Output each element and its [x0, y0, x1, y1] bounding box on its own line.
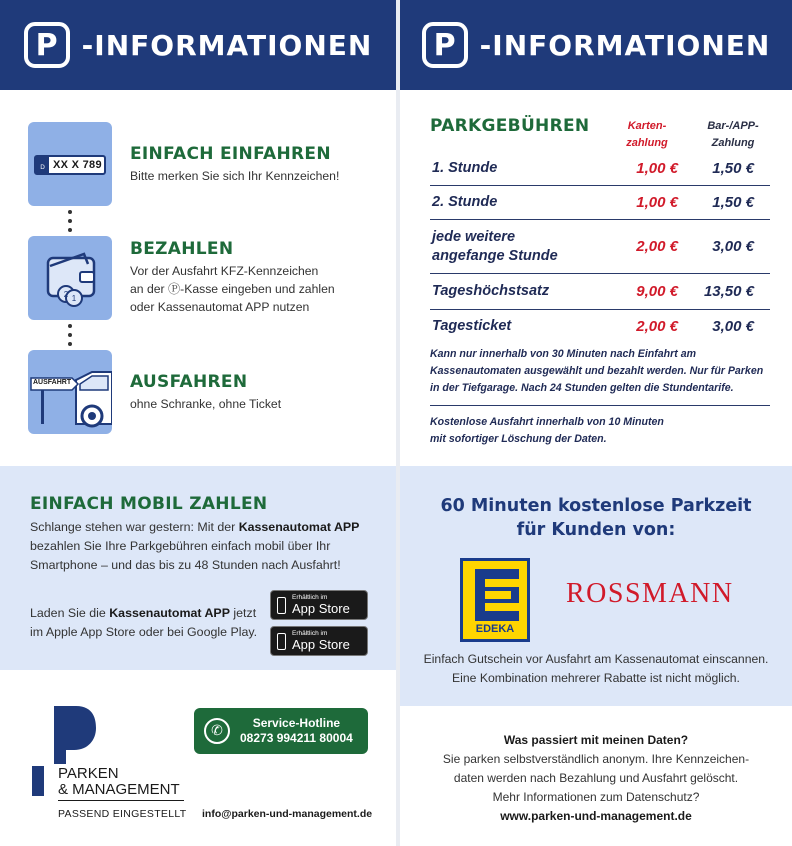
- privacy-section: [400, 730, 792, 826]
- free-parking-section: [400, 466, 792, 706]
- step-title-enter: EINFACH EINFAHREN: [130, 144, 331, 164]
- header-left: [0, 0, 396, 90]
- fees-title: PARKGEBÜHREN: [430, 116, 590, 136]
- edeka-logo: EDEKA: [460, 558, 530, 642]
- privacy-text: Sie parken selbstverständlich anonym. Ihre Kennzeichen- daten werden nach Bezahlung und Ausfahrt gelöscht. Mehr Informationen zum Datenschutz?: [442, 752, 750, 804]
- free-parking-text: Einfach Gutschein vor Ausfahrt am Kassenautomat einscannen. Eine Kombination mehrerer Rabatte ist nicht möglich.: [423, 652, 769, 685]
- parking-p-icon: P: [24, 22, 70, 68]
- brand-tagline: PASSEND EINGESTELLT: [58, 808, 187, 820]
- parking-p-icon: P: [422, 22, 468, 68]
- brand-name: PARKEN & MANAGEMENT: [58, 765, 180, 798]
- table-row: jede weitere angefange Stunde 2,00 € 3,00 €: [430, 220, 770, 274]
- phone-icon: [277, 633, 286, 650]
- fees-note-free-exit: Kostenlose Ausfahrt innerhalb von 10 Minuten mit sofortiger Löschung der Daten.: [430, 416, 664, 445]
- car-exit-icon: [28, 350, 112, 434]
- svg-text:2: 2: [63, 290, 69, 299]
- plate-number: XX X 789: [53, 159, 102, 171]
- mobile-pay-section: [0, 466, 396, 670]
- step-title-pay: BEZAHLEN: [130, 239, 234, 259]
- svg-text:1: 1: [71, 294, 77, 303]
- phone-icon: ✆: [204, 718, 230, 744]
- service-hotline-button[interactable]: ✆ Service-Hotline 08273 994211 80004: [194, 708, 368, 754]
- step-title-exit: AUSFAHREN: [130, 372, 248, 392]
- license-plate-icon: [28, 122, 112, 206]
- step-desc-enter: Bitte merken Sie sich Ihr Kennzeichen!: [130, 169, 340, 183]
- app-store-button[interactable]: Erhältlich im App Store: [270, 590, 368, 620]
- privacy-question: Was passiert mit meinen Daten?: [503, 733, 689, 747]
- exit-sign-label: AUSFAHRT: [33, 379, 72, 386]
- wallet-icon: [28, 236, 112, 320]
- table-row: Tageshöchstsatz 9,00 € 13,50 €: [430, 274, 770, 310]
- table-row: 1. Stunde 1,00 € 1,50 €: [430, 152, 770, 186]
- header-title: -INFORMATIONEN: [479, 28, 771, 62]
- table-row: Tagesticket 2,00 € 3,00 €: [432, 317, 754, 335]
- step-desc-exit: ohne Schranke, ohne Ticket: [130, 397, 282, 411]
- header-title: -INFORMATIONEN: [81, 28, 373, 62]
- right-panel: [400, 0, 792, 846]
- plate-country: D: [36, 157, 49, 173]
- mobile-cta: Laden Sie die Kassenautomat APP jetzt im Apple App Store oder bei Google Play.: [30, 606, 258, 639]
- connector-dots: [68, 210, 72, 237]
- header-right: [400, 0, 792, 90]
- col-header-app: Bar-/APP- Zahlung: [707, 120, 759, 149]
- step-pay: [28, 236, 335, 320]
- email-link[interactable]: info@parken-und-management.de: [202, 808, 373, 820]
- mobile-text: Schlange stehen war gestern: Mit der Kassenautomat APP bezahlen Sie Ihre Parkgebühren einfach mobil über Ihr Smartphone – und das bis zu 48 Stunden nach Ausfahrt!: [30, 520, 360, 572]
- mobile-title: EINFACH MOBIL ZAHLEN: [30, 494, 268, 514]
- connector-dots: [68, 324, 72, 351]
- fees-note: Kann nur innerhalb von 30 Minuten nach Einfahrt am Kassenautomaten ausgewählt und bezahlt werden. Nur für Parken in der Tiefgarage. Nach 24 Stunden gelten die Stundentarife.: [430, 346, 770, 406]
- free-parking-title: 60 Minuten kostenlose Parkzeit für Kunden von:: [440, 496, 752, 540]
- website-link[interactable]: www.parken-und-management.de: [500, 809, 692, 823]
- app-store-button-2[interactable]: Erhältlich im App Store: [270, 626, 368, 656]
- col-header-card: Karten- zahlung: [626, 120, 668, 149]
- fees-table: [430, 112, 770, 448]
- table-row: 2. Stunde 1,00 € 1,50 €: [430, 186, 770, 220]
- step-enter: [28, 122, 339, 206]
- step-exit: [28, 350, 281, 434]
- step-desc-pay: Vor der Ausfahrt KFZ-Kennzeichen an der Ⓟ-Kasse eingeben und zahlen oder Kassenautomat APP nutzen: [130, 264, 335, 314]
- brand-divider: [58, 800, 184, 801]
- rossmann-logo: ROSSMANN: [566, 578, 734, 609]
- phone-icon: [277, 597, 286, 614]
